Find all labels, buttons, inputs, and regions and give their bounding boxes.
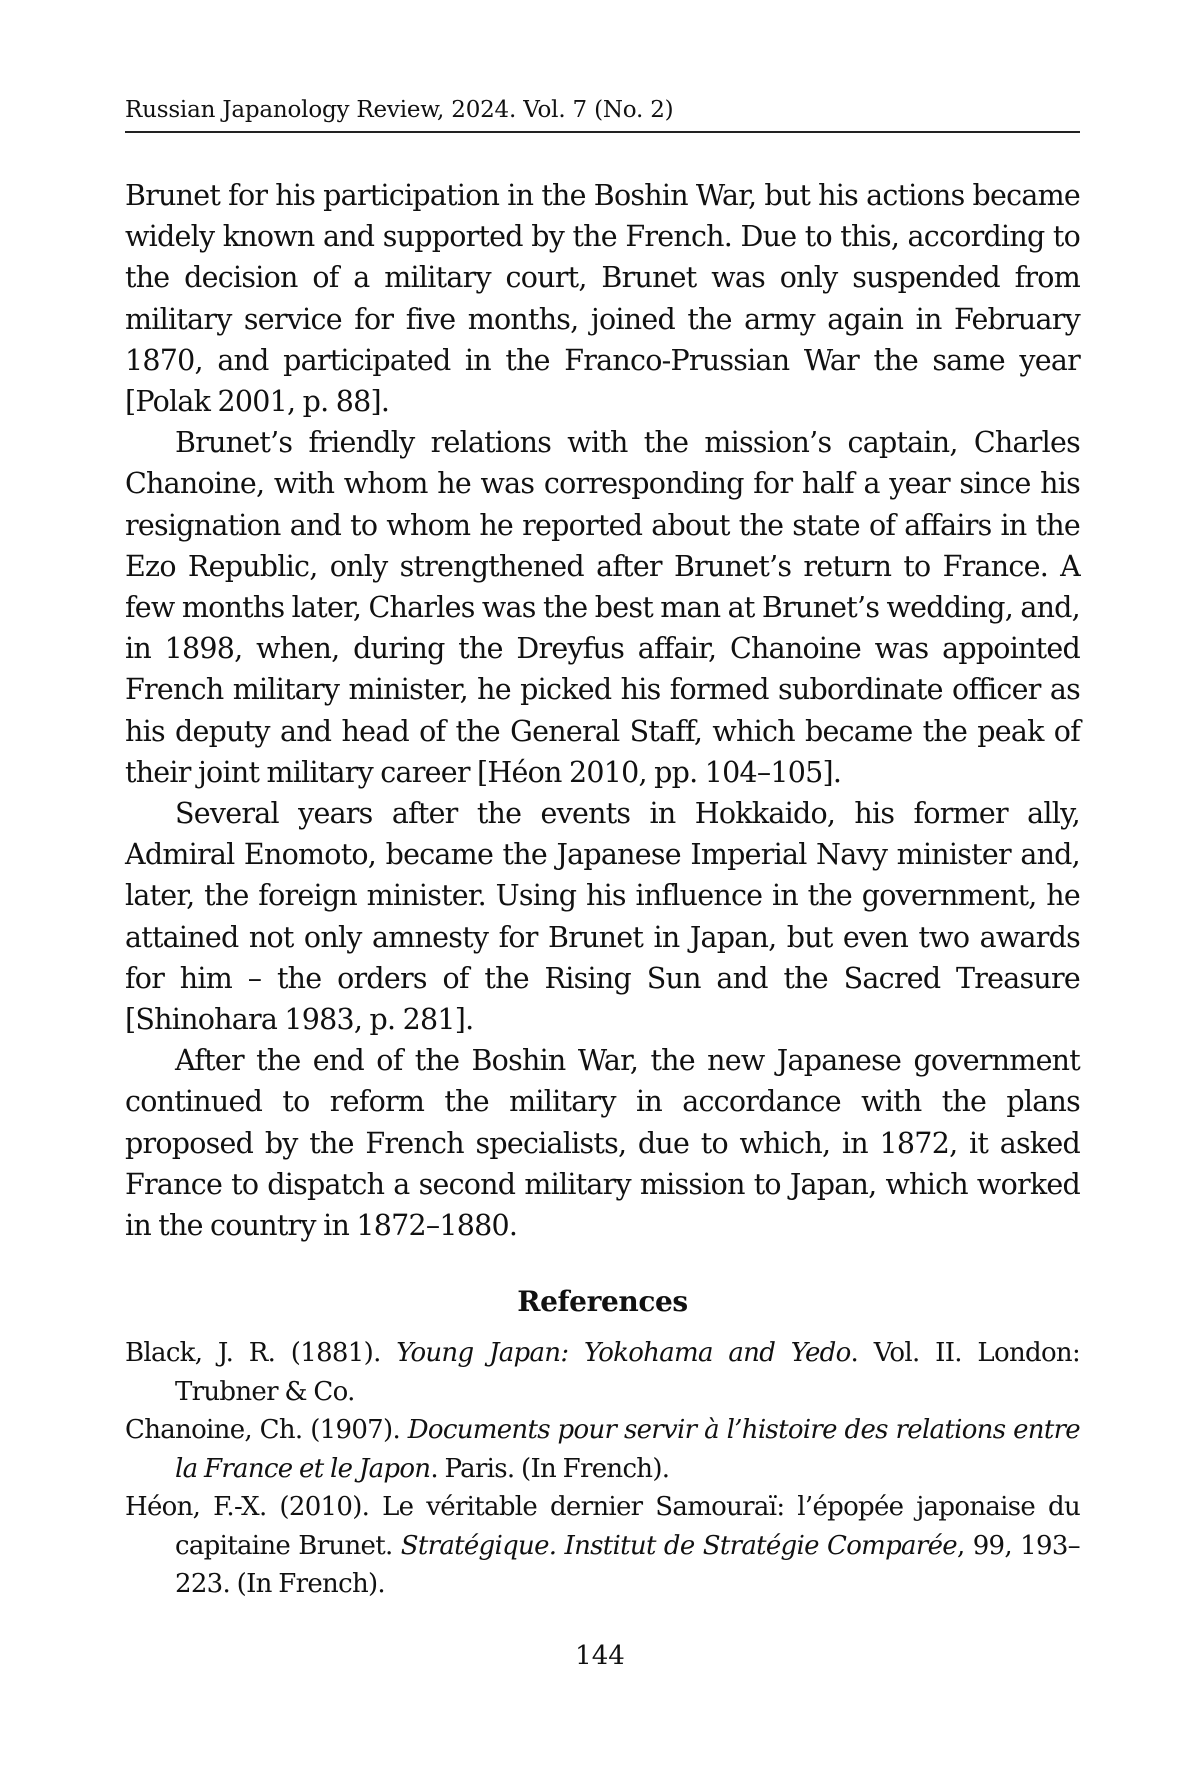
reference-author: Black, J. R. (1881). [125, 1338, 397, 1369]
reference-title: Stratégique. Institut de Stratégie Comparée [400, 1530, 957, 1561]
reference-author: Héon, F.-X. (2010). Le véritable dernier Samouraï: l’épopée japonaise du capitaine Brunet. [125, 1492, 1080, 1561]
reference-details: . Paris. (In French). [430, 1453, 670, 1484]
reference-chanoine-1907 [125, 1411, 1080, 1488]
running-header: Russian Japanology Review, 2024. Vol. 7 (No. 2) [125, 95, 1080, 133]
paragraph-second-mission: After the end of the Boshin War, the new Japanese government continued to reform the military in accordance with the plans proposed by the French specialists, due to which, in 1872, it asked France to dispatch a second military mission to Japan, which worked in the country in 1872–1880. [125, 1044, 1080, 1243]
page-number: 144 [575, 1641, 625, 1671]
reference-title: Documents pour servir à l’histoire des relations entre la France et le Japon [175, 1415, 1080, 1484]
reference-details: , 99, 193–223. (In French). [175, 1530, 1080, 1600]
reference-black-1881 [125, 1334, 1080, 1411]
paragraph-brunet-suspension: Brunet for his participation in the Boshin War, but his actions became widely known and supported by the French. Due to this, according to the decision of a military court, Brunet was only suspended from military service for five months, joined the army again in February 1870, and participated in the Franco-Prussian War the same year [Polak 2001, p. 88]. [125, 179, 1080, 419]
paragraph-enomoto-amnesty: Several years after the events in Hokkaido, his former ally, Admiral Enomoto, became the Japanese Imperial Navy minister and, later, the foreign minister. Using his influence in the government, he attained not only amnesty for Brunet in Japan, but even two awards for him – the orders of the Rising Sun and the Sacred Treasure [Shinohara 1983, p. 281]. [125, 797, 1080, 1037]
reference-title: Young Japan: Yokohama and Yedo [396, 1338, 851, 1369]
references-list [125, 1334, 1080, 1604]
reference-author: Chanoine, Ch. (1907). [125, 1415, 408, 1446]
journal-page [125, 95, 1080, 1604]
reference-heon-2010 [125, 1488, 1080, 1604]
article-body [125, 175, 1080, 1246]
paragraph-chanoine-relations: Brunet’s friendly relations with the mission’s captain, Charles Chanoine, with whom he was corresponding for half a year since his resignation and to whom he reported about the state of affairs in the Ezo Republic, only strengthened after Brunet’s return to France. A few months later, Charles was the best man at Brunet’s wedding, and, in 1898, when, during the Dreyfus affair, Chanoine was appointed French military minister, he picked his formed subordinate officer as his deputy and head of the General Staff, which became the peak of their joint military career [Héon 2010, pp. 104–105]. [125, 426, 1080, 789]
references-heading: References [517, 1285, 688, 1319]
reference-details: . Vol. II. London: Trubner & Co. [175, 1338, 1081, 1407]
